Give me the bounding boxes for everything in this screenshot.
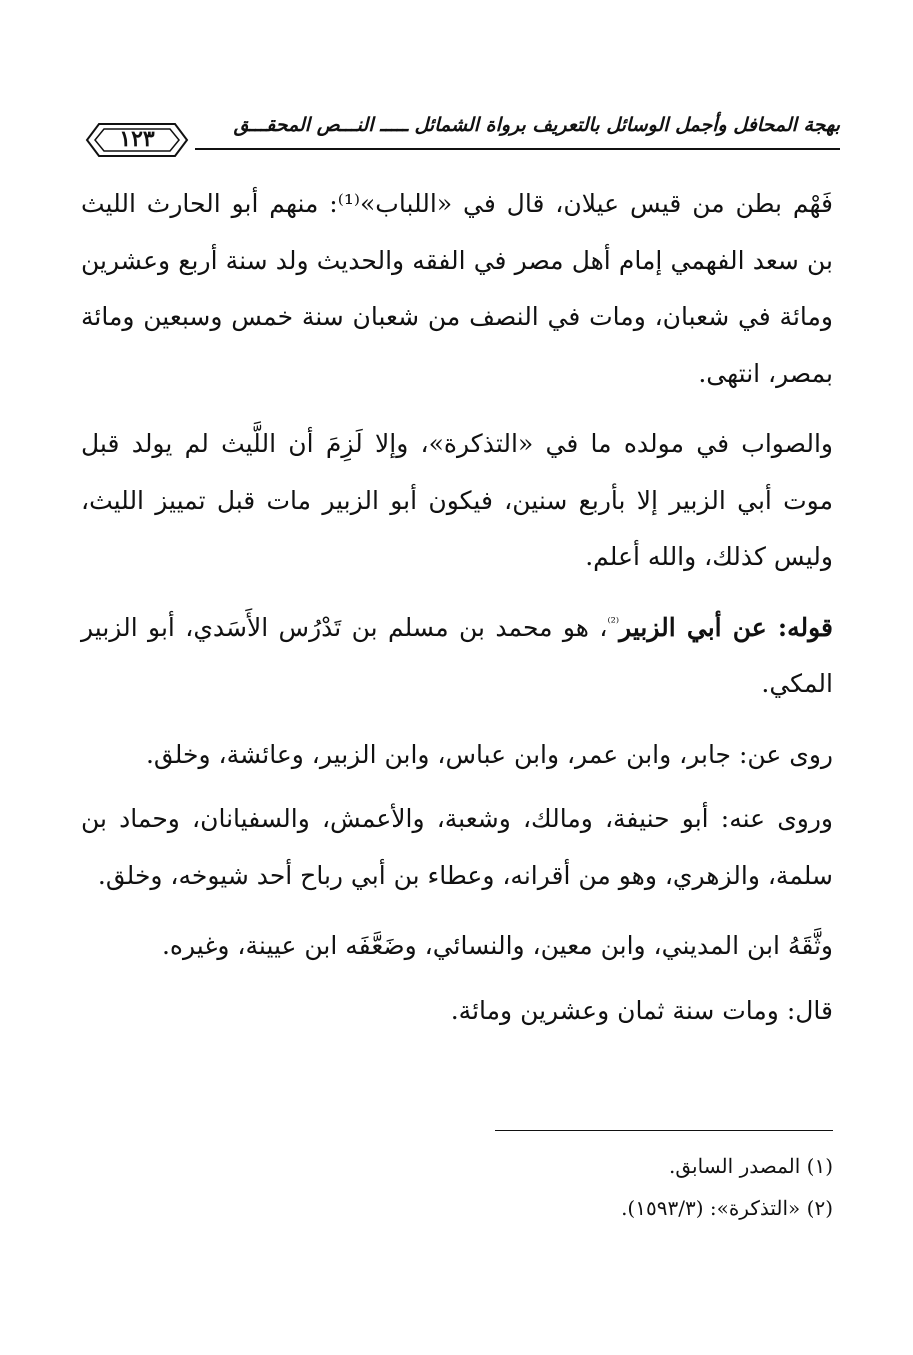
paragraph bbox=[81, 176, 833, 402]
paragraph bbox=[81, 727, 833, 784]
footnote: (٢) «التذكرة»: (١٥٩٣/٣). bbox=[621, 1196, 833, 1220]
paragraph bbox=[81, 791, 833, 904]
paragraph bbox=[81, 416, 833, 586]
page-number: ١٢٣ bbox=[119, 126, 155, 152]
paragraph-text: روى عن: جابر، وابن عمر، وابن عباس، وابن الزبير، وعائشة، وخلق. bbox=[145, 739, 833, 769]
running-header-title: بهجة المحافل وأجمل الوسائل بالتعريف برواة الشمائل ـــــ النـــص المحقـــق bbox=[233, 114, 840, 136]
page-number-frame bbox=[85, 120, 189, 160]
paragraph-text: وثَّقَهُ ابن المديني، وابن معين، والنسائي، وضَعَّفَه ابن عيينة، وغيره. bbox=[161, 931, 833, 960]
paragraph-lead: قوله: عن أبي الزبير bbox=[619, 612, 833, 642]
main-text bbox=[81, 176, 833, 1053]
footnotes bbox=[81, 1145, 833, 1229]
paragraph bbox=[81, 983, 833, 1040]
running-header bbox=[85, 108, 840, 158]
paragraph-text: قال: ومات سنة ثمان وعشرين ومائة. bbox=[450, 995, 833, 1025]
paragraph-text: والصواب في مولده ما في «التذكرة»، وإلا لَزِمَ أن اللَّيث لم يولد قبل موت أبي الزبير إلا بأربع سنين، فيكون أبو الزبير مات قبل تمييز الليث، وليس كذلك، والله أعلم. bbox=[81, 429, 833, 571]
footnote-marker: ⁽²⁾ bbox=[607, 615, 620, 631]
paragraph bbox=[81, 918, 833, 975]
paragraph bbox=[81, 600, 833, 713]
paragraph-text: وروى عنه: أبو حنيفة، ومالك، وشعبة، والأعمش، والسفيانان، وحماد بن سلمة، والزهري، وهو من أقرانه، وعطاء بن أبي رباح أحد شيوخه، وخلق. bbox=[81, 804, 833, 890]
footnote-separator bbox=[495, 1130, 833, 1131]
header-rule bbox=[195, 148, 840, 150]
paragraph-text: فَهْم بطن من قيس عيلان، قال في «اللباب»⁽¹⁾: منهم أبو الحارث الليث بن سعد الفهمي إمام أهل مصر في الفقه والحديث ولد سنة أربع وعشرين ومائة في شعبان، ومات في النصف من شعبان سنة خمس وسبعين ومائة بمصر، انتهى. bbox=[81, 189, 833, 388]
footnote: (١) المصدر السابق. bbox=[669, 1154, 833, 1178]
paragraph-text: ، هو محمد بن مسلم بن تَدْرُس الأَسَدي، أبو الزبير المكي. bbox=[81, 612, 833, 698]
